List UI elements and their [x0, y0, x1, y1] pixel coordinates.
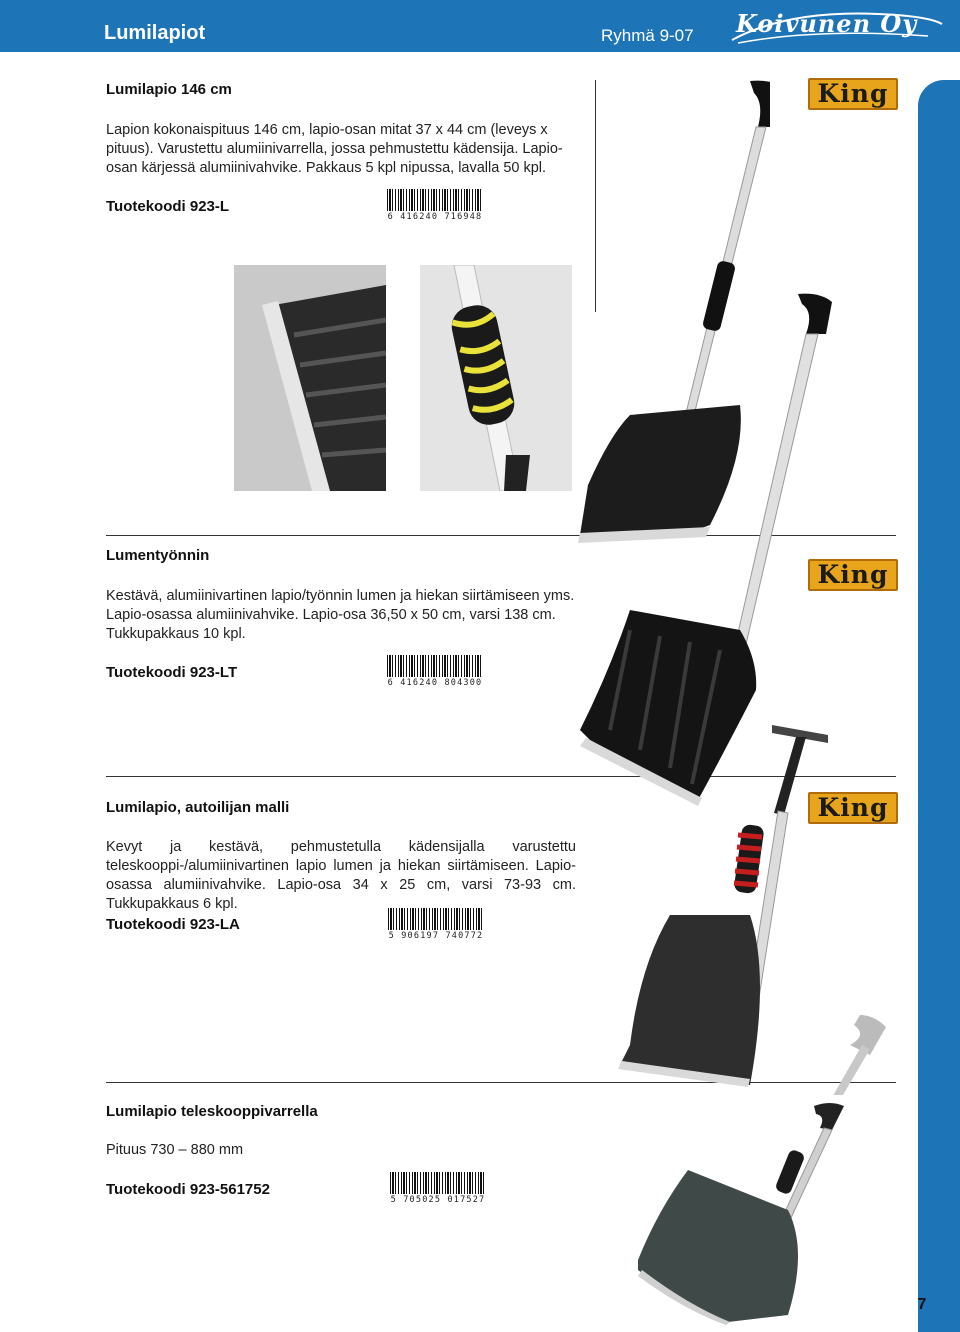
king-brand-text: King	[817, 793, 889, 822]
side-tab	[918, 80, 960, 1332]
barcode-number: 6 416240 716948	[387, 212, 483, 222]
barcode-bars	[387, 189, 483, 211]
product-code: Tuotekoodi 923-561752	[106, 1181, 270, 1198]
product-title: Lumilapio, autoilijan malli	[106, 799, 290, 816]
product-code: Tuotekoodi 923-LA	[106, 916, 240, 933]
product-description: Kestävä, alumiinivartinen lapio/työnnin lumen ja hiekan siirtämiseen yms. Lapio-osassa alumiinivahvike. Lapio-osa 36,50 x 50 cm, varsi 138 cm. Tukkupakkaus 10 kpl.	[106, 588, 575, 642]
barcode-number: 6 416240 804300	[387, 678, 483, 688]
product-title: Lumilapio 146 cm	[106, 81, 232, 98]
page-number: 7	[917, 1296, 927, 1313]
company-logo	[728, 6, 948, 46]
barcode	[386, 1172, 490, 1206]
king-brand-text: King	[817, 79, 889, 108]
company-logo-text: Koivunen Oy	[736, 9, 918, 38]
group-label: Ryhmä 9-07	[601, 26, 694, 45]
barcode-number: 5 705025 017527	[390, 1195, 486, 1205]
page-title: Lumilapiot	[104, 22, 206, 44]
king-brand-text: King	[817, 560, 889, 589]
barcode-bars	[387, 655, 483, 677]
photo-blade-detail	[234, 265, 386, 491]
barcode	[383, 655, 487, 689]
photo-grip-detail	[420, 265, 572, 491]
barcode-bars	[388, 908, 484, 930]
product-title: Lumilapio teleskooppivarrella	[106, 1103, 318, 1120]
barcode-number: 5 906197 740772	[388, 931, 484, 941]
barcode	[384, 908, 488, 942]
product-title: Lumentyönnin	[106, 547, 210, 564]
product-description: Kevyt ja kestävä, pehmustetulla kädensijalla varustettu teleskooppi-/alumiinivartinen lapio lumen ja hiekan siirtämiseen. Lapio-osassa alumiinivahvike. Lapio-osa 34 x 25 cm, varsi 73-93 cm. Tukkupakkaus 6 kpl.	[106, 839, 576, 912]
barcode	[383, 189, 487, 223]
product-description: Lapion kokonaispituus 146 cm, lapio-osan mitat 37 x 44 cm (leveys x pituus). Varustettu alumiinivarrella, jossa pehmustettu kädensija. Lapio-osan kärjessä alumiinivahvike. Pakkaus 5 kpl nipussa, lavalla 50 kpl.	[106, 122, 563, 176]
photo-shovel-923-561752	[618, 1100, 898, 1325]
product-code: Tuotekoodi 923-L	[106, 198, 230, 215]
header-bar	[0, 0, 960, 52]
product-code: Tuotekoodi 923-LT	[106, 664, 238, 681]
king-brand-badge	[808, 78, 898, 110]
product-description: Pituus 730 – 880 mm	[106, 1142, 244, 1158]
barcode-bars	[390, 1172, 486, 1194]
photo-shovel-923-LA	[600, 715, 900, 1095]
